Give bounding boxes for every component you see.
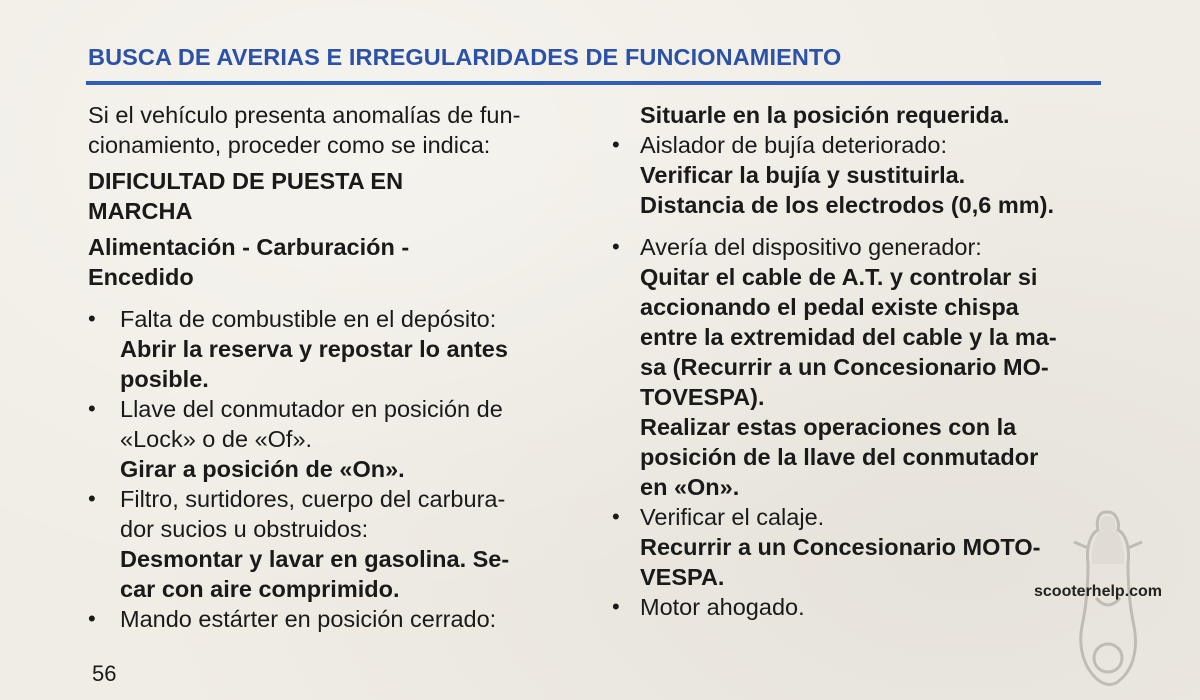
problem-text: Llave del conmutador en posición de [120,396,503,422]
section-heading: DIFICULTAD DE PUESTA EN [88,168,404,194]
section-title: BUSCA DE AVERIAS E IRREGULARIDADES DE FUNCIONAMIENTO [88,44,842,70]
remedy-text: Recurrir a un Concesionario MOTO- [640,534,1041,560]
problem-text: dor sucios u obstruidos: [120,516,369,542]
bullet-icon: • [88,486,96,511]
list-item [88,604,588,634]
problem-text: Mando estárter en posición cerrado: [120,606,497,632]
bullet-icon: • [88,306,96,331]
list-item [612,130,1112,160]
intro-line: cionamiento, proceder como se indica: [88,132,491,158]
page-number: 56 [92,661,117,686]
right-column [612,100,1112,622]
problem-text: «Lock» o de «Of». [120,426,313,452]
remedy-text: Girar a posición de «On». [120,456,405,482]
section-heading: MARCHA [88,198,193,224]
problem-text: Falta de combustible en el depósito: [120,306,497,332]
section-subheading: Alimentación - Carburación - [88,234,410,260]
remedy-text: Verificar la bujía y sustituirla. [640,162,966,188]
bullet-icon: • [88,396,96,421]
title-divider [86,81,1101,85]
remedy-text: Situarle en la posición requerida. [640,102,1010,128]
remedy-text: posición de la llave del conmutador [640,444,1039,470]
remedy-text: Distancia de los electrodos (0,6 mm). [640,192,1054,218]
problem-text: Aislador de bujía deteriorado: [640,132,948,158]
bullet-icon: • [612,132,620,157]
intro-line: Si el vehículo presenta anomalías de fun- [88,102,521,128]
list-item [88,304,588,334]
remedy-text: car con aire comprimido. [120,576,400,602]
remedy-text: entre la extremidad del cable y la ma- [640,324,1057,350]
section-subheading: Encedido [88,264,194,290]
bullet-icon: • [612,504,620,529]
problem-text: Filtro, surtidores, cuerpo del carbura- [120,486,506,512]
list-item [88,394,588,424]
remedy-text: posible. [120,366,209,392]
list-item [88,484,588,514]
remedy-text: VESPA. [640,564,725,590]
problem-text: Avería del dispositivo generador: [640,234,982,260]
remedy-text: accionando el pedal existe chispa [640,294,1019,320]
problem-text: Motor ahogado. [640,594,805,620]
remedy-text: Abrir la reserva y repostar lo antes [120,336,508,362]
remedy-text: Desmontar y lavar en gasolina. Se- [120,546,510,572]
bullet-icon: • [612,234,620,259]
remedy-text: en «On». [640,474,740,500]
remedy-text: Realizar estas operaciones con la [640,414,1017,440]
bullet-icon: • [612,594,620,619]
left-column [88,100,588,634]
list-item [612,232,1112,262]
bullet-icon: • [88,606,96,631]
list-item [612,502,1112,532]
remedy-text: Quitar el cable de A.T. y controlar si [640,264,1038,290]
remedy-text: TOVESPA). [640,384,765,410]
problem-text: Verificar el calaje. [640,504,825,530]
watermark-text: scooterhelp.com [1034,583,1163,600]
remedy-text: sa (Recurrir a un Concesionario MO- [640,354,1049,380]
